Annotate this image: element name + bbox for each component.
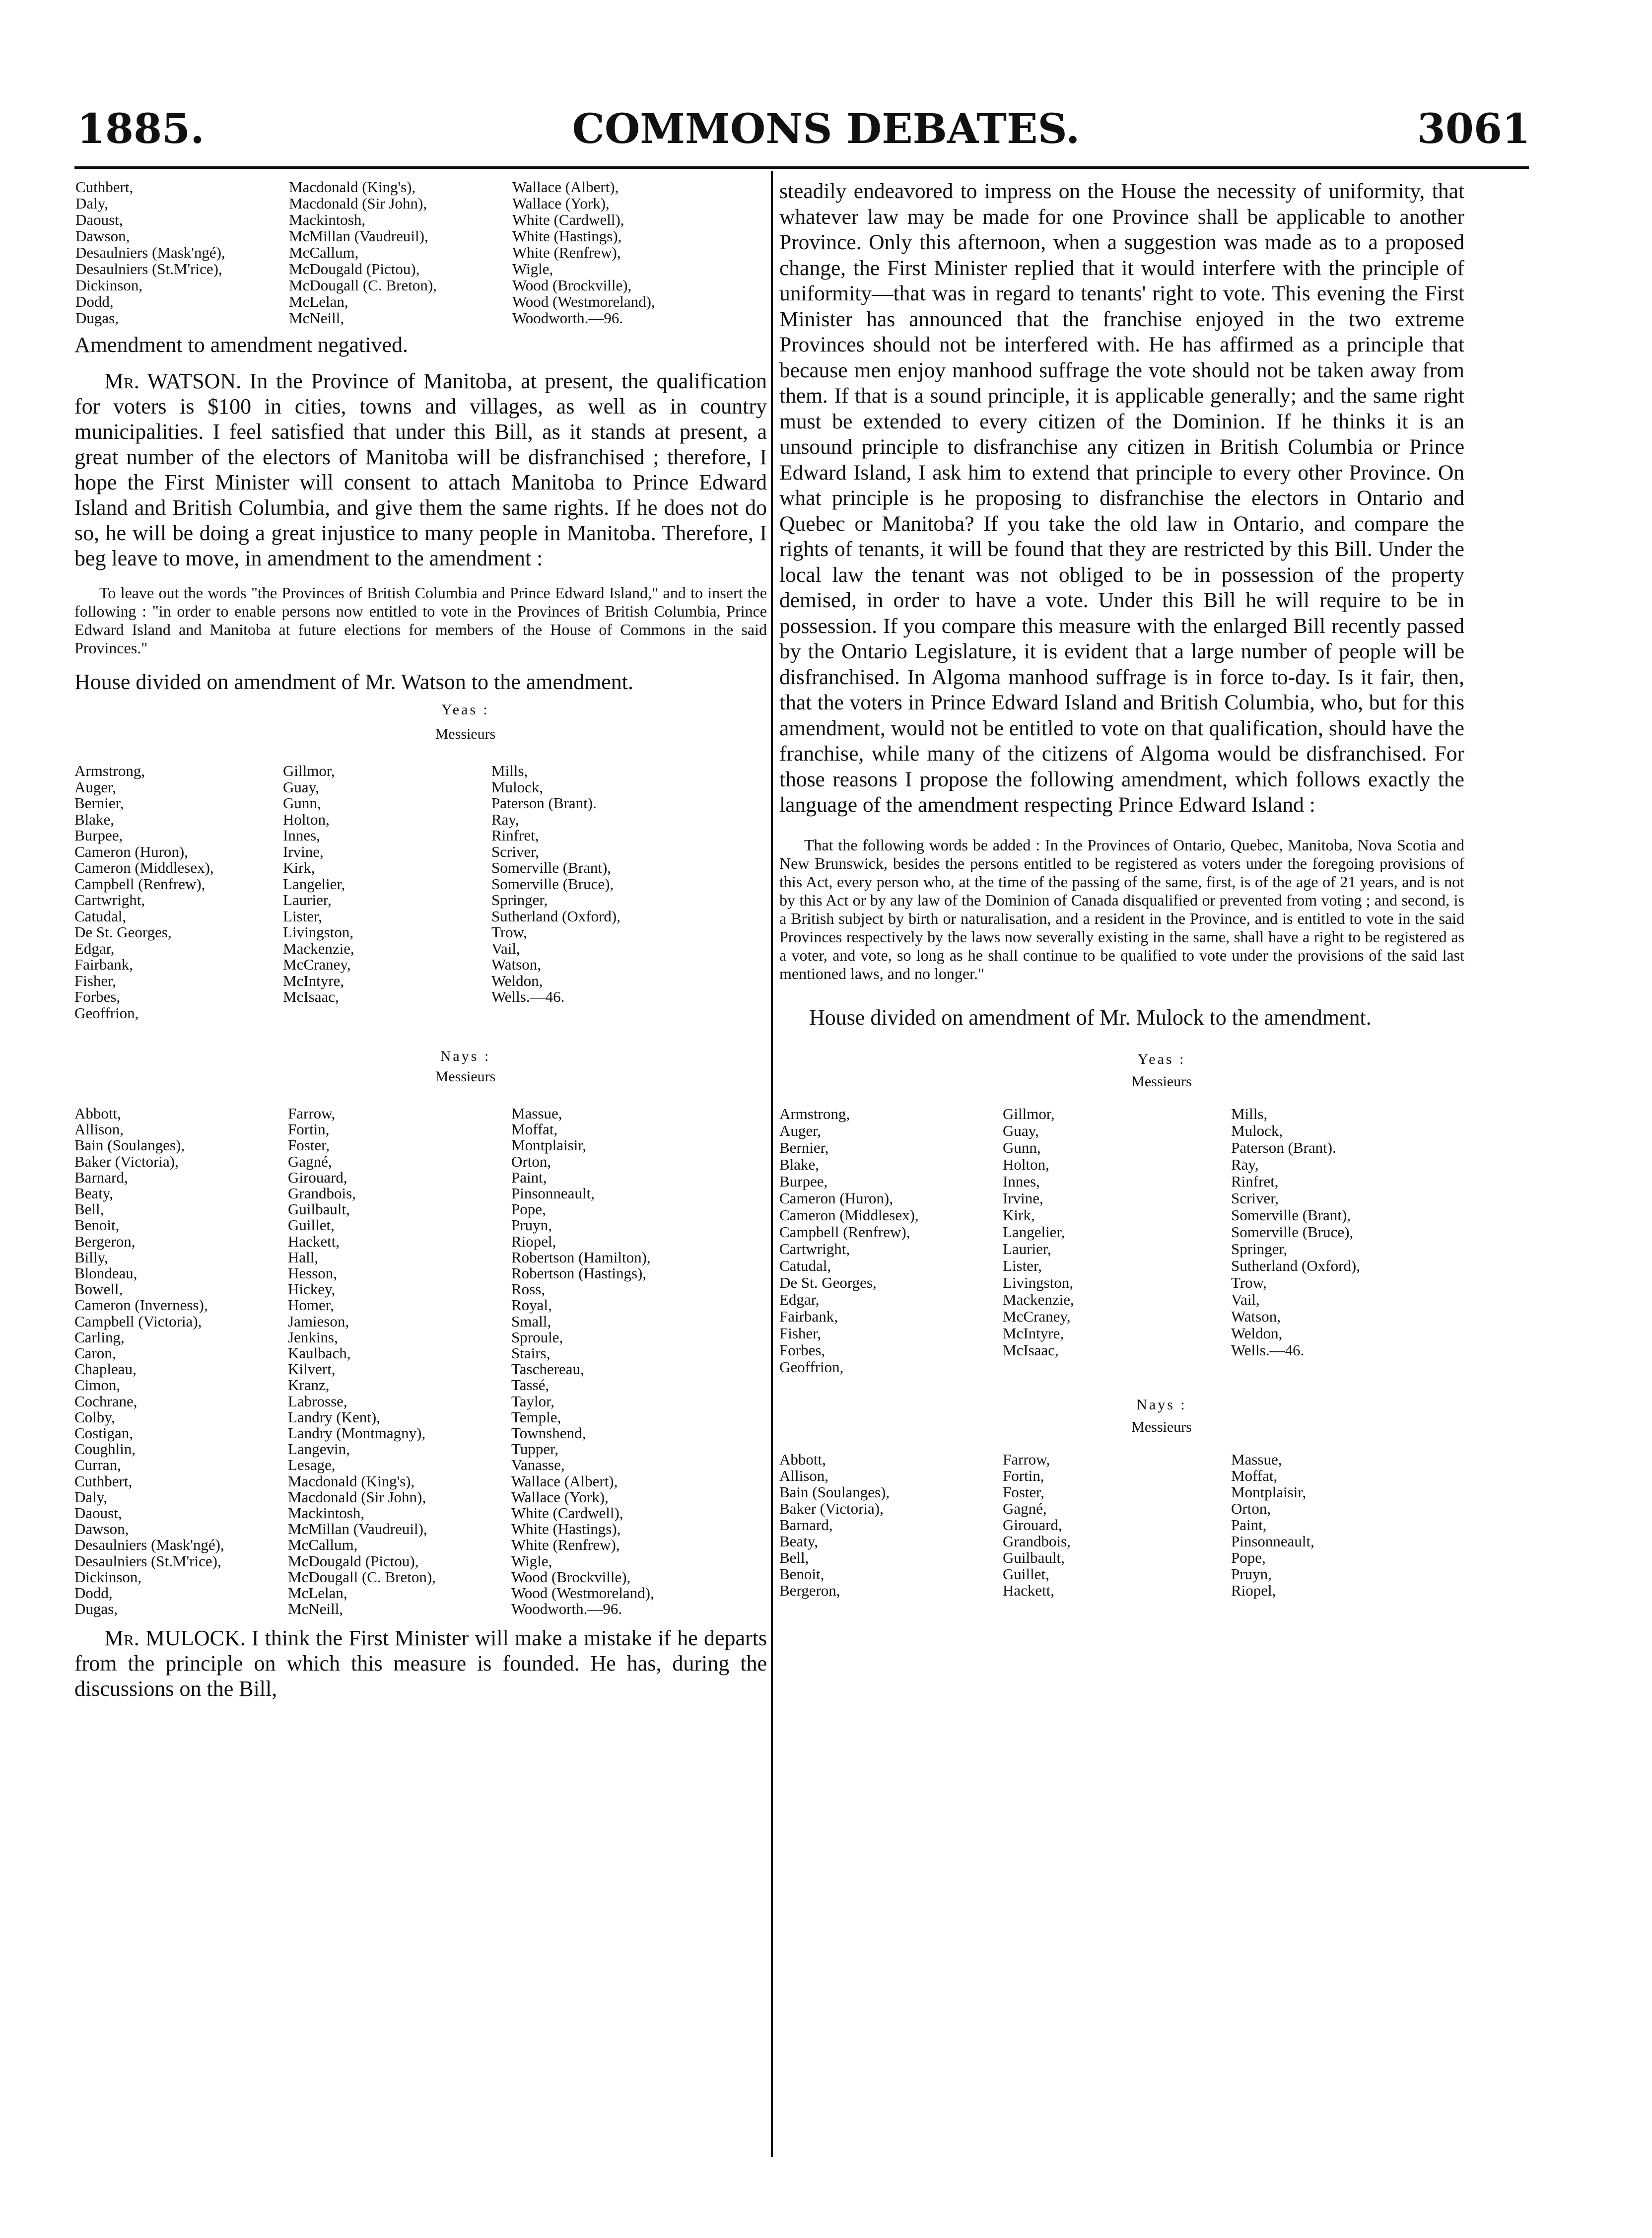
name-column [74,1106,283,1617]
member-name: Mulock, [1231,1121,1283,1139]
member-name: McIsaac, [1003,1341,1059,1359]
member-name: Geoffrion, [74,1004,139,1022]
member-name: Small, [511,1312,551,1330]
member-name: Farrow, [288,1105,336,1122]
amendment-negatived: Amendment to amendment negatived. [74,333,409,357]
member-name: Watson, [491,956,541,973]
member-name: White (Hastings), [511,1520,621,1538]
member-name: Blondeau, [74,1264,138,1282]
member-name: Somerville (Bruce), [491,875,614,893]
member-name: Vail, [1231,1290,1260,1308]
member-name: Burpee, [779,1172,828,1190]
member-name: Guillet, [1003,1565,1049,1583]
yeas-list [74,763,767,1021]
messieurs-heading: Messieurs [435,1068,496,1085]
member-name: Kirk, [283,859,315,876]
member-name: Fortin, [1003,1467,1044,1484]
member-name: Cuthbert, [74,1472,133,1490]
nays-heading: Nays : [1136,1396,1187,1413]
member-name: Cameron (Middlesex), [779,1206,919,1224]
mulock-speech-text: I think the First Minister will make a mistake if he departs from the principle on which this measure is founded. He has, during the discussions on the Bill, [74,1625,767,1701]
member-name: McIsaac, [283,988,339,1005]
member-name: Dawson, [74,1520,129,1538]
member-name: Fairbank, [74,956,133,973]
member-name: Macdonald (Sir John), [289,195,427,212]
member-name: McIntyre, [1003,1324,1064,1342]
member-name: Temple, [511,1408,561,1426]
member-name: Holton, [283,810,330,828]
member-name: Colby, [74,1408,115,1426]
member-name: Mackenzie, [1003,1290,1074,1308]
member-name: Carling, [74,1328,125,1346]
member-name: Trow, [1231,1273,1267,1291]
member-name: Desaulniers (St.M'rice), [75,260,222,278]
header-rule [74,166,1529,169]
member-name: Woodworth.—96. [511,1600,622,1618]
member-name: Massue, [1231,1450,1282,1468]
member-name: Tassé, [511,1376,550,1394]
member-name: Pope, [511,1200,546,1218]
member-name: Pope, [1231,1548,1266,1566]
name-column [1231,1451,1449,1599]
member-name: Landry (Montmagny), [288,1424,426,1442]
name-column [75,179,284,326]
member-name: Caron, [74,1344,116,1362]
watson-motion: To leave out the words "the Provinces of British Columbia and Prince Edward Island," and to insert the following : "in order to enable persons now entitled to vote in the Provinces of British Columbia, Prince Edward Island and Manitoba at future elections for members of the House of Commons in the said Provinces." [74,584,767,657]
member-name: Weldon, [491,972,543,989]
member-name: Forbes, [74,988,121,1005]
member-name: Daoust, [74,1504,122,1522]
member-name: Barnard, [74,1168,128,1186]
member-name: Abbott, [74,1105,121,1122]
nays-heading: Nays : [440,1048,491,1064]
member-name: Hackett, [288,1232,340,1250]
member-name: Bergeron, [779,1581,840,1599]
member-name: Riopel, [511,1232,556,1250]
member-name: Mackenzie, [283,939,354,957]
member-name: Hickey, [288,1280,336,1298]
member-name: Livingston, [283,923,354,941]
member-name: Paterson (Brant). [1231,1138,1336,1156]
member-name: Bowell, [74,1280,123,1298]
member-name: Campbell (Victoria), [74,1312,202,1330]
mulock-division: House divided on amendment of Mr. Mulock to the amendment. [809,1005,1372,1030]
member-name: McLelan, [289,293,348,310]
member-name: Paint, [1231,1516,1267,1534]
member-name: Bell, [779,1548,809,1566]
member-name: Sutherland (Oxford), [491,907,620,925]
member-name: Hesson, [288,1264,338,1282]
member-name: Beaty, [74,1185,114,1202]
member-name: McCraney, [283,956,351,973]
member-name: Daoust, [75,211,123,228]
name-column [512,179,721,326]
member-name: Bell, [74,1200,104,1218]
member-name: Laurier, [1003,1240,1051,1258]
member-name: Forbes, [779,1341,826,1359]
member-name: White (Cardwell), [511,1504,623,1522]
speaker-mulock: Mr. MULOCK. [104,1625,246,1650]
member-name: Bain (Soulanges), [779,1483,890,1501]
member-name: Pruyn, [511,1216,552,1234]
member-name: Woodworth.—96. [512,309,623,327]
member-name: Jenkins, [288,1328,338,1346]
watson-speech [74,368,767,571]
name-column [779,1451,998,1599]
member-name: Wigle, [512,260,553,278]
member-name: Foster, [1003,1483,1045,1501]
column-divider [771,171,773,2157]
member-name: Massue, [511,1105,562,1122]
member-name: Rinfret, [491,827,539,844]
messieurs-heading: Messieurs [435,726,496,742]
member-name: Gillmor, [283,762,335,779]
member-name: Fortin, [288,1120,330,1138]
member-name: Gagné, [1003,1499,1047,1517]
member-name: Somerville (Brant), [491,859,612,876]
member-name: Desaulniers (Mask'ngé), [74,1536,224,1554]
member-name: McNeill, [288,1600,344,1618]
member-name: McMillan (Vaudreuil), [289,227,428,245]
name-column [511,1106,730,1617]
member-name: Innes, [283,827,320,844]
nays-continued-list [75,179,767,326]
member-name: Bergeron, [74,1232,136,1250]
member-name: Paterson (Brant). [491,794,597,812]
member-name: Pinsonneault, [511,1185,595,1202]
member-name: Grandbois, [1003,1532,1071,1550]
name-column [288,1106,506,1617]
member-name: Scriver, [1231,1189,1279,1207]
member-name: Allison, [74,1120,124,1138]
member-name: Cuthbert, [75,178,134,196]
member-name: Dodd, [75,293,114,310]
member-name: Montplaisir, [511,1136,587,1154]
member-name: De St. Georges, [779,1273,877,1291]
member-name: Gagné, [288,1152,332,1170]
member-name: Baker (Victoria), [779,1499,884,1517]
member-name: Orton, [1231,1499,1271,1517]
member-name: Vanasse, [511,1456,565,1474]
watson-speech-text: In the Province of Manitoba, at present, the qualification for voters is $100 in cities, towns and villages, as well as in country municipalities. I feel satisfied that under this Bill, as it stands at present, a great number of the electors of Manitoba will be disfranchised ; therefore, I hope the First Minister will consent to attach Manitoba to Prince Edward Island and British Columbia, and give them the same rights. If he does not do so, he will be doing a great injustice to many people in Manitoba. Therefore, I beg leave to move, in amendment to the amendment : [74,369,767,570]
member-name: Campbell (Renfrew), [779,1223,910,1241]
member-name: Dawson, [75,227,130,245]
member-name: Edgar, [779,1290,820,1308]
page-title: COMMONS DEBATES. [572,105,1080,153]
member-name: Grandbois, [288,1185,356,1202]
member-name: Cameron (Huron), [74,842,188,860]
member-name: Kirk, [1003,1206,1035,1224]
member-name: Rinfret, [1231,1172,1279,1190]
member-name: Daly, [74,1488,107,1506]
page-number: 3061 [1417,105,1530,153]
member-name: Scriver, [491,842,540,860]
member-name: Tupper, [511,1440,558,1458]
member-name: Dickinson, [75,277,143,294]
member-name: Somerville (Bruce), [1231,1223,1354,1241]
member-name: Campbell (Renfrew), [74,875,206,893]
yeas-list [779,1106,1464,1376]
member-name: Armstrong, [74,762,145,779]
member-name: Ray, [1231,1155,1259,1173]
member-name: Kranz, [288,1376,330,1394]
member-name: Bain (Soulanges), [74,1136,185,1154]
member-name: Somerville (Brant), [1231,1206,1351,1224]
member-name: Desaulniers (Mask'ngé), [75,244,225,261]
member-name: Dugas, [74,1600,118,1618]
member-name: Livingston, [1003,1273,1074,1291]
member-name: Gillmor, [1003,1105,1055,1122]
member-name: Guilbault, [288,1200,350,1218]
member-name: Mills, [491,762,528,779]
member-name: Guilbault, [1003,1548,1065,1566]
member-name: Taschereau, [511,1360,584,1378]
member-name: Girouard, [288,1168,347,1186]
member-name: Riopel, [1231,1581,1276,1599]
member-name: Allison, [779,1467,829,1484]
member-name: Wallace (York), [512,195,610,212]
member-name: Auger, [74,778,116,796]
member-name: Desaulniers (St.M'rice), [74,1552,221,1570]
member-name: Watson, [1231,1307,1281,1325]
member-name: McCallum, [289,244,359,261]
member-name: Bernier, [779,1138,829,1156]
member-name: Cartwright, [779,1240,850,1258]
member-name: White (Renfrew), [512,244,621,261]
member-name: Cameron (Inverness), [74,1296,208,1314]
member-name: Cimon, [74,1376,121,1394]
member-name: Baker (Victoria), [74,1152,179,1170]
member-name: Langelier, [283,875,345,893]
member-name: Irvine, [1003,1189,1043,1207]
member-name: Farrow, [1003,1450,1050,1468]
member-name: Fisher, [74,972,117,989]
member-name: Stairs, [511,1344,551,1362]
member-name: Benoit, [74,1216,120,1234]
member-name: McMillan (Vaudreuil), [288,1520,427,1538]
member-name: Paint, [511,1168,547,1186]
member-name: Cameron (Huron), [779,1189,893,1207]
member-name: Girouard, [1003,1516,1062,1534]
member-name: Wood (Brockville), [512,277,632,294]
member-name: Lister, [283,907,322,925]
left-column [74,179,767,1701]
speaker-watson: Mr. WATSON. [104,369,242,393]
member-name: White (Hastings), [512,227,622,245]
member-name: McCraney, [1003,1307,1071,1325]
member-name: Fisher, [779,1324,822,1342]
member-name: Coughlin, [74,1440,136,1458]
member-name: McCallum, [288,1536,358,1554]
name-column [1003,1106,1226,1376]
member-name: Sutherland (Oxford), [1231,1257,1360,1274]
member-name: Dodd, [74,1584,113,1602]
name-column [74,763,278,1021]
member-name: Armstrong, [779,1105,850,1122]
member-name: Landry (Kent), [288,1408,380,1426]
member-name: Wood (Westmoreland), [511,1584,654,1602]
member-name: Beaty, [779,1532,819,1550]
member-name: Abbott, [779,1450,826,1468]
member-name: Mills, [1231,1105,1268,1122]
member-name: Mackintosh, [289,211,366,228]
name-column [1231,1106,1449,1376]
nays-list [779,1451,1464,1599]
right-column [779,179,1464,1599]
member-name: Wallace (Albert), [511,1472,618,1490]
member-name: Chapleau, [74,1360,137,1378]
member-name: Irvine, [283,842,324,860]
member-name: Wallace (Albert), [512,178,619,196]
member-name: Pruyn, [1231,1565,1272,1583]
member-name: Edgar, [74,939,115,957]
member-name: Wells.—46. [1231,1341,1305,1359]
member-name: Auger, [779,1121,821,1139]
member-name: Bernier, [74,794,124,812]
member-name: Burpee, [74,827,123,844]
member-name: Daly, [75,195,108,212]
member-name: McDougald (Pictou), [289,260,420,278]
member-name: Wood (Brockville), [511,1568,631,1586]
yeas-heading: Yeas : [441,701,489,718]
member-name: Benoit, [779,1565,825,1583]
messieurs-heading: Messieurs [1131,1418,1192,1435]
member-name: McDougald (Pictou), [288,1552,419,1570]
member-name: Taylor, [511,1392,554,1410]
member-name: Labrosse, [288,1392,347,1410]
member-name: Catudal, [74,907,127,925]
member-name: Langevin, [288,1440,350,1458]
member-name: Curran, [74,1456,121,1474]
member-name: Robertson (Hastings), [511,1264,647,1282]
member-name: Wallace (York), [511,1488,609,1506]
member-name: De St. Georges, [74,923,172,941]
member-name: Macdonald (Sir John), [288,1488,426,1506]
member-name: Royal, [511,1296,552,1314]
member-name: Fairbank, [779,1307,838,1325]
member-name: Wells.—46. [491,988,565,1005]
mulock-motion: That the following words be added : In the Provinces of Ontario, Quebec, Manitoba, Nova Scotia and New Brunswick, besides the persons entitled to be registered as voters under the foregoing provisions of this Act, every person who, at the time of the passing of the same, first, is of the age of 21 years, and is not by this Act or by any law of the Dominion of Canada disqualified or prevented from voting ; and second, is a British subject by birth or naturalisation, and a resident in the Province, and is entitled to vote in the said Provinces respectively by the laws now severally existing in the same, shall have a right to be registered as a voter, and vote, so long as he shall continue to be qualified to vote under the provisions of the said last mentioned laws, and no longer." [779,836,1464,982]
member-name: Homer, [288,1296,334,1314]
member-name: McLelan, [288,1584,347,1602]
page-year: 1885. [77,105,205,153]
member-name: Hackett, [1003,1581,1055,1599]
member-name: Orton, [511,1152,551,1170]
member-name: Pinsonneault, [1231,1532,1314,1550]
member-name: Blake, [74,810,115,828]
member-name: Kilvert, [288,1360,336,1378]
member-name: Guillet, [288,1216,335,1234]
member-name: Langelier, [1003,1223,1065,1241]
member-name: White (Renfrew), [511,1536,620,1554]
member-name: Hall, [288,1248,319,1266]
name-column [779,1106,998,1376]
nays-list [74,1106,767,1617]
member-name: Wigle, [511,1552,552,1570]
member-name: Cartwright, [74,891,145,909]
member-name: Robertson (Hamilton), [511,1248,651,1266]
member-name: Guay, [283,778,319,796]
member-name: Montplaisir, [1231,1483,1307,1501]
member-name: Geoffrion, [779,1358,844,1376]
member-name: White (Cardwell), [512,211,624,228]
name-column [491,763,700,1021]
member-name: McNeill, [289,309,344,327]
member-name: Vail, [491,939,520,957]
messieurs-heading: Messieurs [1131,1073,1192,1090]
member-name: Kaulbach, [288,1344,351,1362]
member-name: McIntyre, [283,972,344,989]
member-name: Ross, [511,1280,546,1298]
member-name: Macdonald (King's), [288,1472,415,1490]
member-name: Springer, [491,891,548,909]
member-name: Lesage, [288,1456,336,1474]
member-name: Cameron (Middlesex), [74,859,214,876]
member-name: Trow, [491,923,527,941]
member-name: Laurier, [283,891,332,909]
member-name: Moffat, [1231,1467,1278,1484]
name-column [1003,1451,1226,1599]
member-name: Mulock, [491,778,544,796]
member-name: Billy, [74,1248,108,1266]
member-name: Gunn, [1003,1138,1041,1156]
member-name: Dugas, [75,309,119,327]
member-name: Innes, [1003,1172,1040,1190]
member-name: Blake, [779,1155,820,1173]
member-name: Moffat, [511,1120,558,1138]
name-column [283,763,486,1021]
member-name: Ray, [491,810,519,828]
member-name: Guay, [1003,1121,1039,1139]
member-name: Springer, [1231,1240,1288,1258]
mulock-speech-continued: steadily endeavored to impress on the House the necessity of uniformity, that whatever law may be made for one Province shall be applicable to another Province. Only this afternoon, when a suggestion was made as to a proposed change, the First Minister replied that it would interfere with the principle of uniformity—that was in regard to tenants' right to vote. This evening the First Minister has announced that the franchise enjoyed in the two extreme Provinces should not be interfered with. He has affirmed as a principle that because men enjoy manhood suffrage the vote should not be taken away from them. If that is a sound principle, it is applicable generally; and the same right must be extended to every citizen of the Dominion. If he thinks it is an unsound principle to disfranchise any citizen in British Columbia or Prince Edward Island, I ask him to extend that principle to every other Province. On what principle is he proposing to disfranchise the electors in Ontario and Quebec or Manitoba? If you take the old law in Ontario, and compare the rights of tenants, it will be found that they are restricted by this Bill. Under the local law the tenant was not obliged to be in possession of the property demised, in order to have a vote. Under this Bill he will require to be in possession. If you compare this measure with the enlarged Bill recently passed by the Ontario Legislature, it is evident that a large number of people will be disfranchised. In Algoma manhood suffrage is in force to-day. Is it fair, then, that the voters in Prince Edward Island and British Columbia, who, but for this amendment, would not be entitled to vote on that qualification, should have the franchise, while many of the citizens of Algoma would be disfranchised. For those reasons I propose the following amendment, which follows exactly the language of the amendment respecting Prince Edward Island : [779,179,1464,817]
member-name: Cochrane, [74,1392,138,1410]
member-name: Townshend, [511,1424,586,1442]
member-name: Barnard, [779,1516,833,1534]
member-name: Gunn, [283,794,321,812]
member-name: McDougall (C. Breton), [289,277,437,294]
watson-division: House divided on amendment of Mr. Watson to the amendment. [74,670,633,694]
member-name: Lister, [1003,1257,1042,1274]
member-name: Costigan, [74,1424,133,1442]
member-name: McDougall (C. Breton), [288,1568,436,1586]
member-name: Catudal, [779,1257,831,1274]
mulock-speech [74,1625,767,1701]
member-name: Macdonald (King's), [289,178,416,196]
member-name: Weldon, [1231,1324,1283,1342]
member-name: Dickinson, [74,1568,142,1586]
member-name: Jamieson, [288,1312,349,1330]
member-name: Sproule, [511,1328,563,1346]
member-name: Holton, [1003,1155,1049,1173]
member-name: Mackintosh, [288,1504,365,1522]
member-name: Wood (Westmoreland), [512,293,655,310]
name-column [289,179,507,326]
member-name: Foster, [288,1136,330,1154]
yeas-heading: Yeas : [1137,1050,1186,1067]
